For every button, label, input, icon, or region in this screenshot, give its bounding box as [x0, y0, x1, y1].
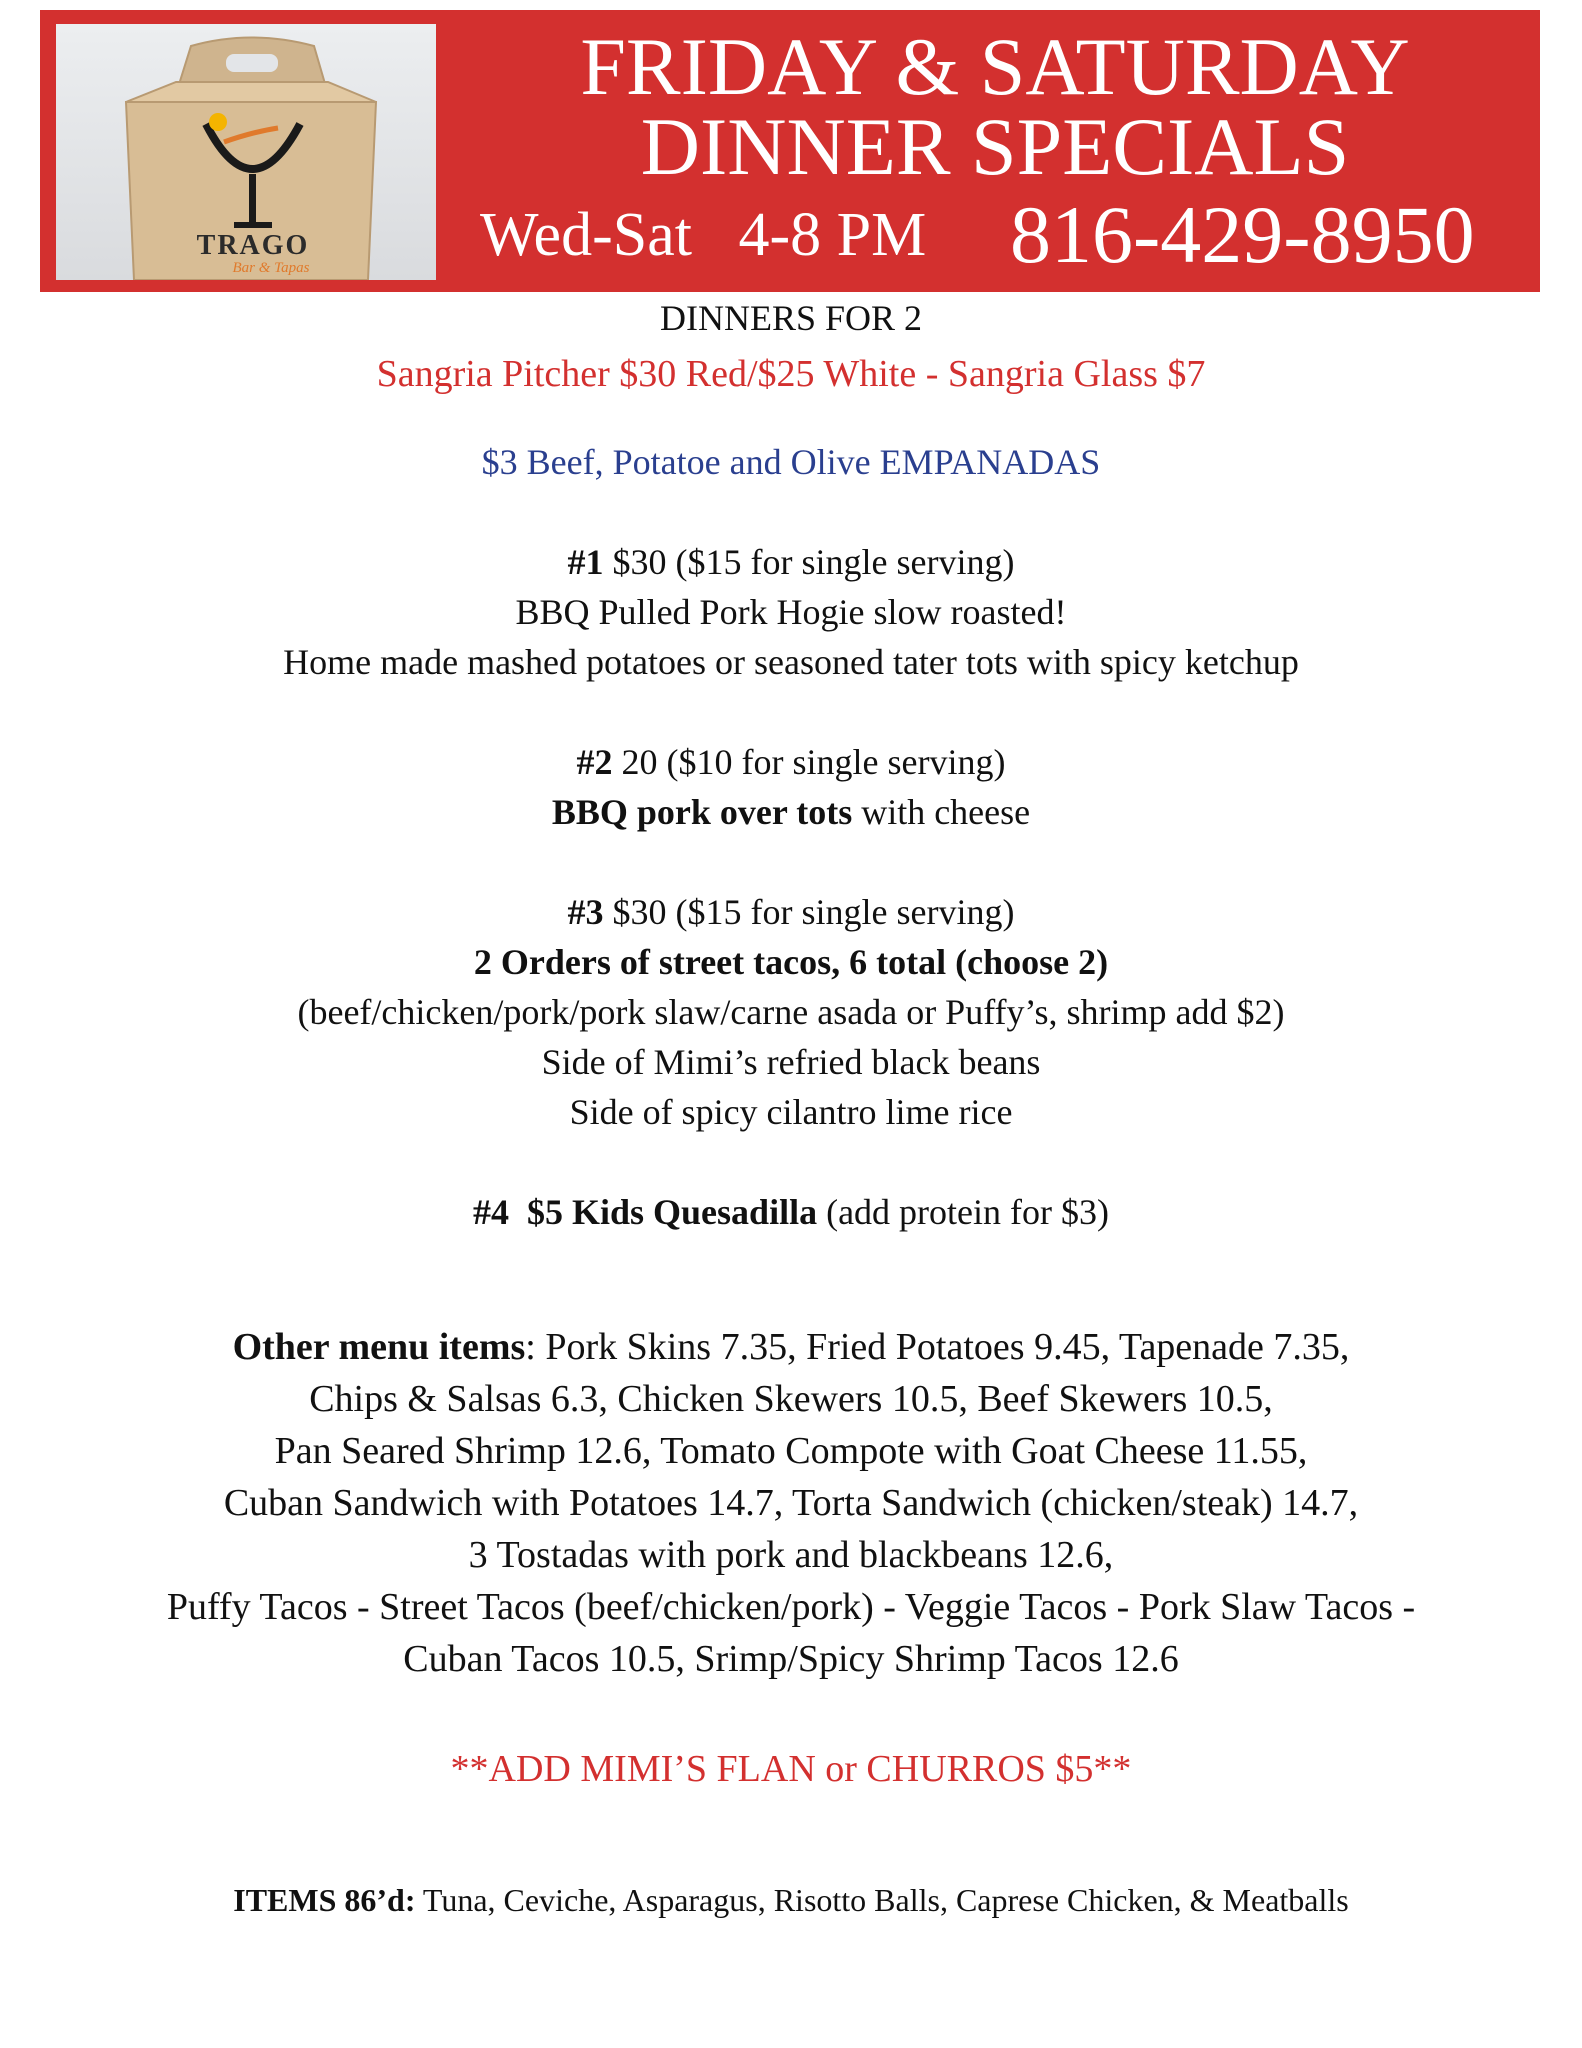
special-4-line [0, 1190, 1582, 1234]
special-1-line: BBQ Pulled Pork Hogie slow roasted! [515, 592, 1067, 632]
logo-image [56, 24, 436, 280]
other-items-line [0, 1322, 1582, 1372]
special-3-bold-line [0, 940, 1582, 984]
other-items-line: Pan Seared Shrimp 12.6, Tomato Compote with Goat Cheese 11.55, [274, 1430, 1308, 1472]
other-items-line: Chips & Salsas 6.3, Chicken Skewers 10.5, Beef Skewers 10.5, [309, 1378, 1273, 1420]
banner-phone[interactable]: 816-429-8950 [1010, 189, 1475, 280]
special-4-bold: #4 $5 Kids Quesadilla [473, 1192, 818, 1232]
special-3-header [0, 890, 1582, 934]
other-items-line: Cuban Sandwich with Potatoes 14.7, Torta Sandwich (chicken/steak) 14.7, [223, 1482, 1359, 1524]
logo-tagline: Bar & Tapas [232, 260, 310, 276]
dessert-line: **ADD MIMI’S FLAN or CHURROS $5** [450, 1748, 1132, 1790]
unavailable-label: ITEMS 86’d: [233, 1882, 416, 1918]
special-3-line: Side of spicy cilantro lime rice [569, 1092, 1013, 1132]
special-1-line: Home made mashed potatoes or seasoned tater tots with spicy ketchup [283, 642, 1299, 682]
special-1-number: #1 [567, 542, 604, 582]
special-2-number: #2 [576, 742, 613, 782]
special-2-rest: with cheese [852, 792, 1031, 832]
special-3-bold: 2 Orders of street tacos, 6 total (choose 2) [473, 942, 1109, 982]
special-2-price: 20 ($10 for single serving) [612, 742, 1006, 782]
special-3-line: (beef/chicken/pork/pork slaw/carne asada or Puffy’s, shrimp add $2) [297, 992, 1285, 1032]
other-items-text: : Pork Skins 7.35, Fried Potatoes 9.45, Tapenade 7.35, [525, 1326, 1350, 1368]
special-2-line [0, 790, 1582, 834]
special-4-rest: (add protein for $3) [817, 1192, 1109, 1232]
special-1-price: $30 ($15 for single serving) [603, 542, 1015, 582]
special-3-number: #3 [567, 892, 604, 932]
banner-title-line2: DINNER SPECIALS [640, 101, 1350, 192]
other-items-line: Cuban Tacos 10.5, Srimp/Spicy Shrimp Tacos 12.6 [403, 1638, 1179, 1680]
logo-wordmark: TRAGO [196, 230, 310, 261]
banner-hours: Wed-Sat 4-8 PM [480, 201, 927, 269]
empanadas-line: $3 Beef, Potatoe and Olive EMPANADAS [481, 442, 1101, 482]
special-3-line: Side of Mimi’s refried black beans [541, 1042, 1041, 1082]
banner-title-line1: FRIDAY & SATURDAY [580, 21, 1410, 112]
header-banner [40, 10, 1540, 292]
other-items-label: Other menu items [232, 1326, 526, 1368]
special-2-bold: BBQ pork over tots [551, 792, 853, 832]
dinners-for-heading: DINNERS FOR 2 [659, 298, 923, 338]
special-2-header [0, 740, 1582, 784]
special-1-header [0, 540, 1582, 584]
unavailable-items: Tuna, Ceviche, Asparagus, Risotto Balls, Caprese Chicken, & Meatballs [415, 1882, 1349, 1918]
sangria-line: Sangria Pitcher $30 Red/$25 White - Sangria Glass $7 [376, 353, 1206, 395]
other-items-line: Puffy Tacos - Street Tacos (beef/chicken/pork) - Veggie Tacos - Pork Slaw Tacos - [166, 1586, 1416, 1628]
special-3-price: $30 ($15 for single serving) [603, 892, 1015, 932]
other-items-line: 3 Tostadas with pork and blackbeans 12.6, [468, 1534, 1114, 1576]
unavailable-items-line [0, 1880, 1582, 1920]
